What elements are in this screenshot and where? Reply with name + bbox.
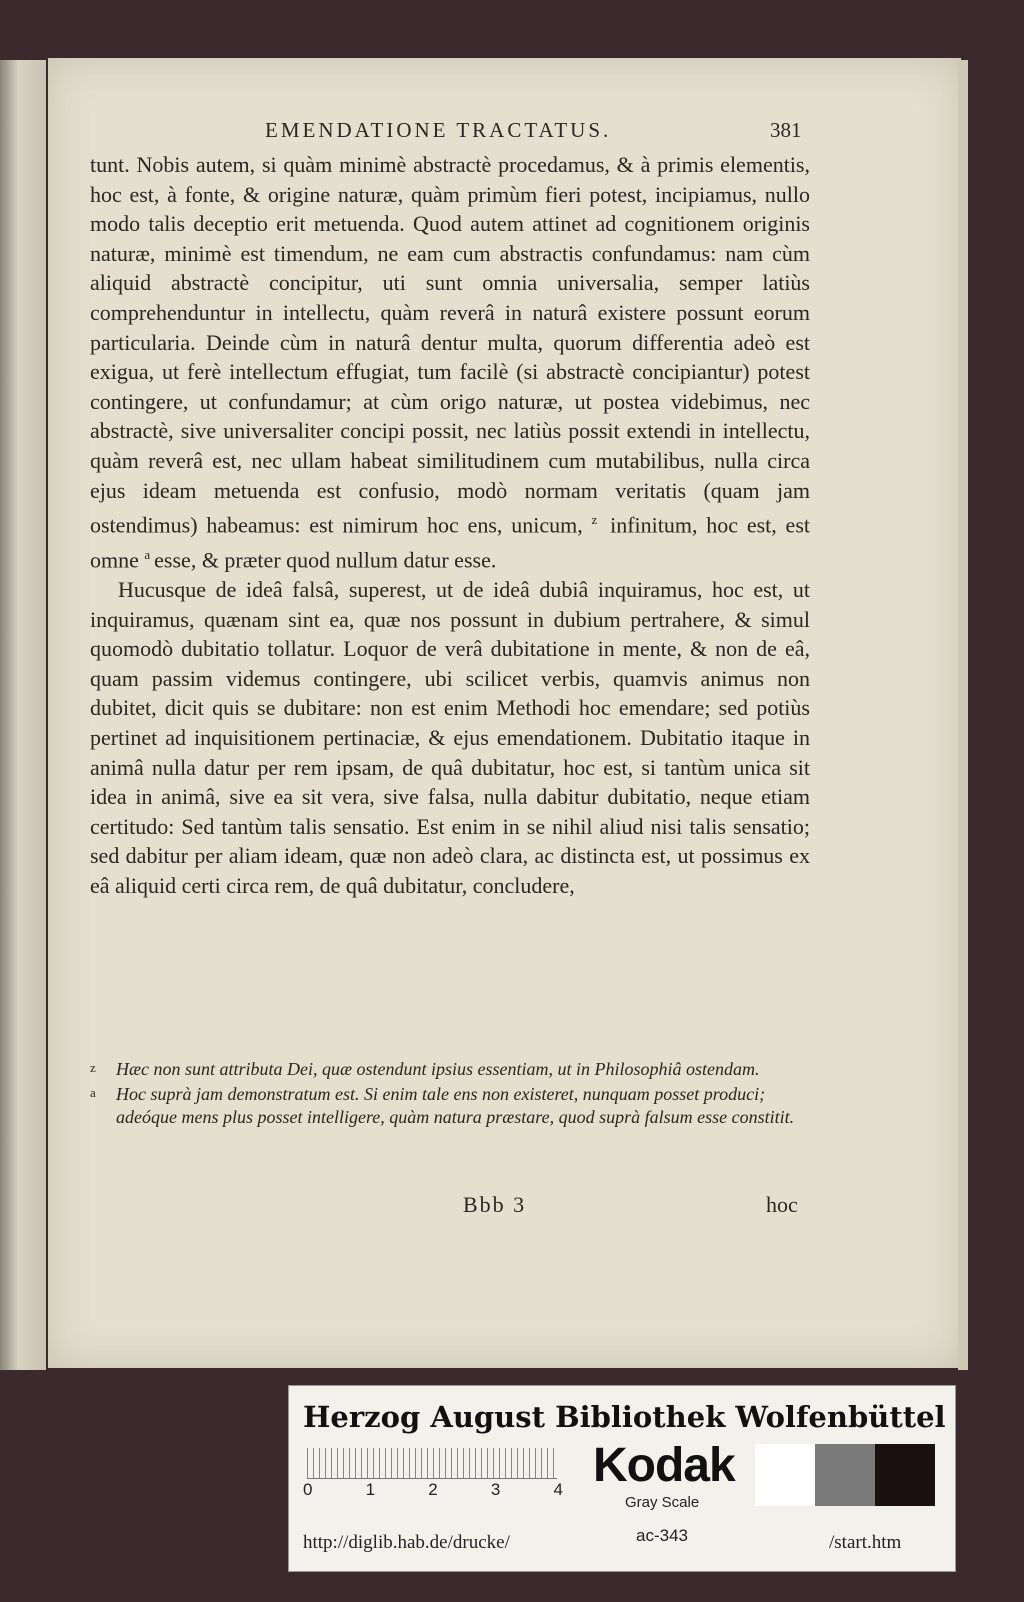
- footnote-text: Hoc suprà jam demonstratum est. Si enim tale ens non existeret, nunquam posset produci; adeóque mens plus posset intelligere, quàm natura præstare, quod suprà falsum esse constitit.: [116, 1084, 795, 1127]
- color-target-card: [288, 1385, 956, 1572]
- footnote: [90, 1058, 810, 1081]
- footnote: [90, 1083, 810, 1129]
- left-page-edge: [0, 60, 46, 1370]
- footnotes: [90, 1058, 810, 1131]
- ruler-number: 3: [490, 1480, 501, 1499]
- scale-ruler: [307, 1448, 557, 1479]
- gray-swatch-mid: [815, 1444, 875, 1506]
- ruler-numbers: [303, 1480, 563, 1500]
- kodak-logo: Kodak: [593, 1439, 735, 1492]
- gray-scale-label: Gray Scale: [625, 1494, 700, 1511]
- ruler-number: 1: [365, 1480, 376, 1499]
- main-text: [90, 150, 810, 901]
- footnote-ref-a: a: [144, 547, 151, 563]
- footnote-ref-z: z: [591, 512, 598, 528]
- ruler-number: 4: [553, 1480, 563, 1499]
- shelfmark-code: ac-343: [636, 1526, 688, 1545]
- paragraph-1: [90, 150, 810, 575]
- footnote-mark: a: [90, 1085, 96, 1100]
- page-fore-edge: [958, 60, 968, 1370]
- url-left: http://diglib.hab.de/drucke/: [303, 1532, 510, 1553]
- gray-swatch-white: [755, 1444, 815, 1506]
- library-name: Herzog August Bibliothek Wolfenbüttel: [303, 1400, 946, 1434]
- paragraph-2: Hucusque de ideâ falsâ, superest, ut de ideâ dubiâ inquiramus, hoc est, ut inquiramus, quænam sint ea, quæ nos possunt in dubium pertrahere, & simul quomodò dubitatio tollatur. Loquor de verâ dubitatione in mente, & non de eâ, quam passim videmus contingere, ubi scilicet verbis, quamvis animus non dubitet, dicit quis se dubitare: non est enim Methodi hoc emendare; sed potiùs pertinet ad inquisitionem pertinaciæ, & ejus emendationem. Dubitatio itaque in animâ nulla datur per rem ipsam, de quâ dubitatur, hoc est, si tantùm unica sit idea in animâ, sive ea sit vera, sive falsa, nulla dabitur dubitatio, neque etiam certitudo: Sed tantùm talis sensatio. Est enim in se nihil aliud nisi talis sensatio; sed dabitur per aliam ideam, quæ non adeò clara, ac distincta est, ut possimus ex eâ aliquid certi circa rem, de quâ dubitatur, concludere,: [90, 576, 810, 898]
- paragraph-1-text: tunt. Nobis autem, si quàm minimè abstractè procedamus, & à primis elementis, hoc est, à fonte, & origine naturæ, quàm primùm fieri potest, incipiamus, nullo modo talis deceptio erit metuenda. Quod autem attinet ad cognitionem originis naturæ, minimè est timendum, ne eam cum abstractis confundamus: nam cùm aliquid abstractè concipitur, uti sunt omnia universalia, semper latiùs comprehenduntur in intellectu, quàm reverâ in naturâ existere possunt eorum particularia. Deinde cùm in naturâ dentur multa, quorum differentia adeò est exigua, ut ferè intellectum effugiat, tum facilè (si abstractè concipiantur) potest contingere, ut confundamur; at cùm origo naturæ, ut postea videbimus, nec abstractè, sive universaliter concipi possit, nec latiùs possit extendi in intellectu, quàm reverâ est, nec ullam habeat similitudinem cum mutabilibus, nulla circa ejus ideam metuenda est confusio, modò normam veritatis (quam jam ostendimus) habeamus: est nimirum hoc ens, unicum,: [90, 152, 810, 538]
- url-right: /start.htm: [829, 1532, 902, 1553]
- page-number: 381: [770, 118, 802, 142]
- paragraph-1-end: infinitum, hoc est, est omne: [90, 512, 810, 573]
- catchword: hoc: [766, 1192, 798, 1217]
- running-head: EMENDATIONE TRACTATUS.: [265, 118, 612, 142]
- ruler-number: 0: [303, 1480, 313, 1499]
- gray-scale-swatches: [755, 1444, 935, 1506]
- ruler-number: 2: [428, 1480, 438, 1499]
- paragraph-1-tail: esse, & præter quod nullum datur esse.: [154, 547, 497, 573]
- gray-swatch-black: [875, 1444, 935, 1506]
- signature-mark: Bbb 3: [463, 1192, 527, 1217]
- footnote-text: Hæc non sunt attributa Dei, quæ ostendunt ipsius essentiam, ut in Philosophiâ ostendam.: [116, 1059, 760, 1079]
- footnote-mark: z: [90, 1060, 96, 1075]
